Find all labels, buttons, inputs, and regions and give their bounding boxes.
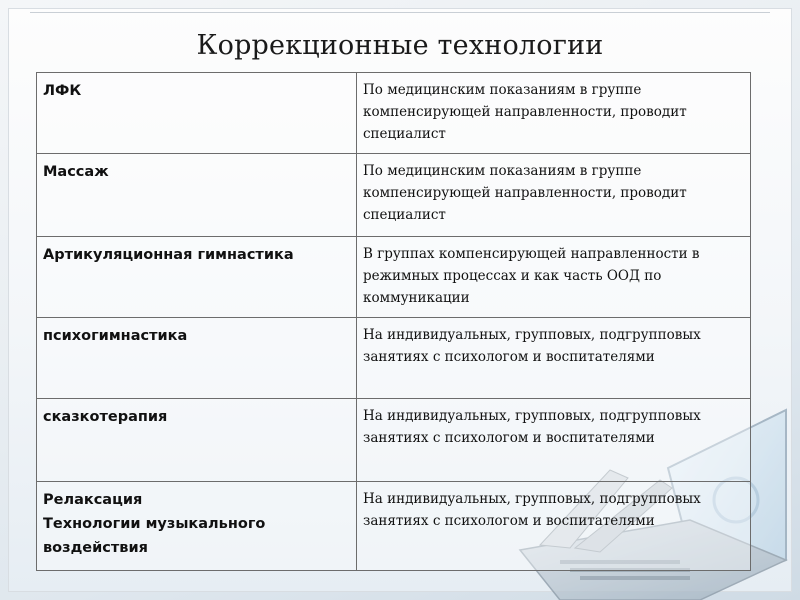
technology-name-cell bbox=[37, 482, 357, 571]
technology-description: По медицинским показаниям в группе компенсирующей направленности, проводит специалист bbox=[357, 154, 751, 237]
table-row bbox=[37, 154, 751, 237]
technology-description: В группах компенсирующей направленности в режимных процессах и как часть ООД по коммуникации bbox=[357, 237, 751, 318]
technology-name: Релаксация bbox=[43, 492, 143, 508]
technology-name-secondary: Технологии музыкального воздействия bbox=[43, 516, 266, 556]
technology-description: На индивидуальных, групповых, подгрупповых занятиях с психологом и воспитателями bbox=[357, 482, 751, 571]
table-row bbox=[37, 73, 751, 154]
technologies-table bbox=[36, 72, 751, 571]
technology-name: Массаж bbox=[43, 164, 109, 180]
technology-name-cell bbox=[37, 318, 357, 399]
table-row bbox=[37, 482, 751, 571]
technology-description: На индивидуальных, групповых, подгрупповых занятиях с психологом и воспитателями bbox=[357, 399, 751, 482]
technology-name: ЛФК bbox=[43, 83, 82, 99]
technology-description: По медицинским показаниям в группе компенсирующей направленности, проводит специалист bbox=[357, 73, 751, 154]
technology-name-cell bbox=[37, 399, 357, 482]
technology-name: сказкотерапия bbox=[43, 409, 168, 425]
technology-name-cell bbox=[37, 154, 357, 237]
technology-name: психогимнастика bbox=[43, 328, 188, 344]
technology-description: На индивидуальных, групповых, подгрупповых занятиях с психологом и воспитателями bbox=[357, 318, 751, 399]
slide-title: Коррекционные технологии bbox=[196, 30, 604, 61]
table-row bbox=[37, 237, 751, 318]
table-row bbox=[37, 318, 751, 399]
technology-name-cell bbox=[37, 237, 357, 318]
table-row bbox=[37, 399, 751, 482]
technology-name: Артикуляционная гимнастика bbox=[43, 247, 294, 263]
technology-name-cell bbox=[37, 73, 357, 154]
